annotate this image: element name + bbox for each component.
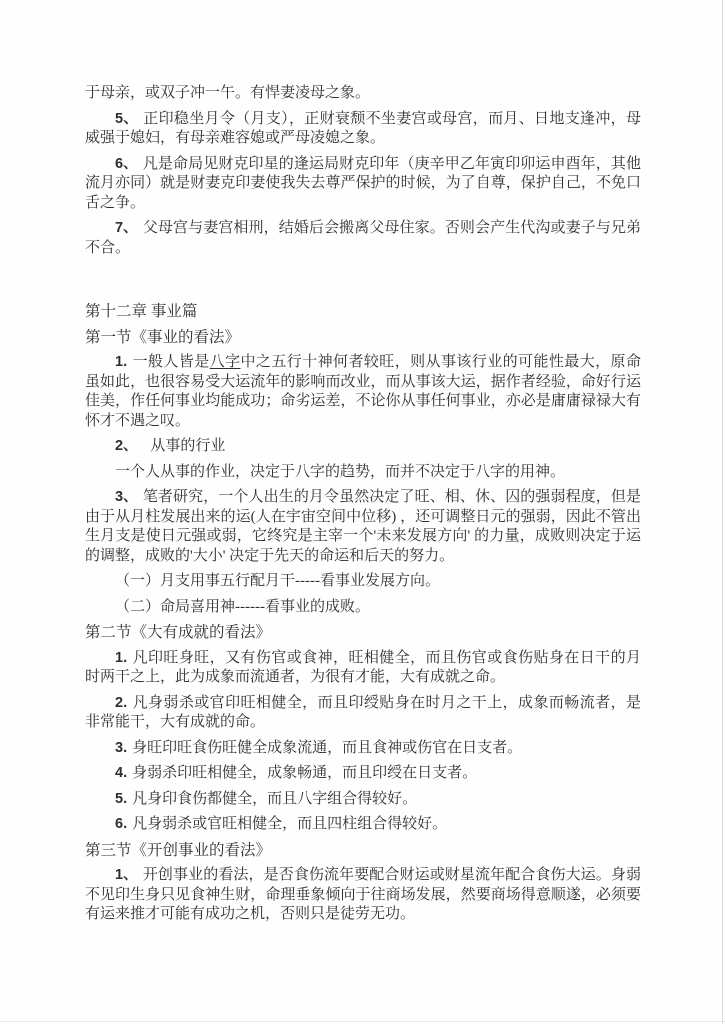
section1-paragraph-1: [85, 353, 641, 431]
section1-subheading-2: [85, 437, 641, 457]
numbered-paragraph-6: [85, 155, 641, 214]
paragraph-text: 凡身印食伤都健全，而且八字组合得较好。: [132, 790, 418, 807]
paragraph-text: 正印稳坐月令（月支），正财衰颓不坐妻宫或母宫，而月、日地支逢冲，母威强于媳妇，有母亲难容媳或严母凌媳之象。: [85, 110, 641, 146]
numbered-paragraph-7: [85, 219, 641, 258]
section1-paragraph-2: [85, 463, 641, 483]
item-number: 2.: [115, 694, 128, 711]
section2-item-5: [85, 790, 641, 810]
item-number: 5.: [115, 790, 128, 807]
underlined-term: 八字: [209, 354, 241, 370]
numbered-paragraph-5: [85, 110, 641, 149]
section3-item-1: [85, 866, 641, 925]
section2-item-4: [85, 764, 641, 784]
item-number: 2、: [115, 438, 131, 454]
item-number: 1、: [115, 867, 138, 883]
paragraph-text: 身旺印旺食伤旺健全成象流通，而且食神或伤官在日支者。: [132, 739, 523, 756]
section2-item-2: [85, 694, 641, 733]
section-title-3: 第三节《开创事业的看法》: [85, 841, 272, 859]
paragraph-text: 身弱杀印旺相健全，成象畅通，而且印绶在日支者。: [132, 765, 478, 781]
section-title-2: 第二节《大有成就的看法》: [85, 624, 272, 641]
paragraph-text: 开创事业的看法，是否食伤流年要配合财运或财星流年配合食伤大运。身弱不见印生身只见食神生财，命理垂象倾向于往商场发展，然要商场得意顺遂，必须要有运来推才可能有成功之机，否则只是徒劳无功。: [85, 867, 641, 922]
paragraph-text: 于母亲，或双子冲一午。有悍妻凌母之象。: [85, 85, 371, 101]
item-number: 7、: [115, 220, 138, 236]
page-text-content: [85, 84, 641, 925]
section-title-1: 第一节《事业的看法》: [85, 328, 241, 346]
item-number: 3.: [115, 739, 128, 756]
paragraph-text: 一个人从事的作业，决定于八字的趋势，而并不决定于八字的用神。: [115, 463, 566, 480]
page-scan-edge-bottom: [0, 1021, 725, 1022]
paragraph-text: 一般人皆是: [132, 354, 210, 370]
paragraph-text: （一）月支用事五行配月干-----看事业发展方向。: [115, 573, 440, 589]
paragraph-text: 父母宫与妻宫相刑，结婚后会搬离父母住家。否则会产生代沟或妻子与兄弟不合。: [85, 220, 641, 256]
paragraph-text: 凡身弱杀或官旺相健全，而且四柱组合得较好。: [132, 816, 448, 832]
item-number: 1.: [115, 354, 128, 370]
paragraph-text: 凡身弱杀或官印旺相健全，而且印绶贴身在时月之干上，成象而畅流者，是非常能干，大有成就的命。: [85, 694, 641, 730]
chapter-title: 第十二章 事业篇: [85, 303, 198, 320]
paragraph-text: 凡是命局见财克印星的逢运局财克印年（庚辛甲乙年寅印卯运申酉年，其他流月亦同）就是财妻克印妻使我失去尊严保护的时候，为了自尊，保护自己，不免口舌之争。: [85, 155, 641, 211]
section2-item-6: [85, 815, 641, 835]
item-number: 4.: [115, 765, 128, 781]
section1-paragraph-3: [85, 488, 641, 566]
section2-item-1: [85, 649, 641, 688]
section1-list-item-1: [85, 572, 641, 592]
item-number: 6.: [115, 816, 128, 832]
page-scan-edge-right: [722, 0, 723, 1024]
item-number: 5、: [115, 110, 139, 127]
item-number: 1.: [115, 649, 128, 666]
section2-item-3: [85, 739, 641, 759]
paragraph-continuation: [85, 84, 641, 104]
item-number: 3、: [115, 489, 138, 505]
section1-list-item-2: [85, 598, 641, 618]
paragraph-text: 中之五行十神何者较旺，则从事该行业的可能性最大，原命虽如此，也很容易受大运流年的影响而改业，而从事该大运，据作者经验，命好行运佳美，作任何事业均能成功；命劣运差，不论你从事任何事业，亦必是庸庸禄禄大有怀才不遇之叹。: [85, 354, 641, 429]
paragraph-text: 从事的行业: [135, 438, 226, 454]
paragraph-text: （二）命局喜用神------看事业的成败。: [115, 598, 370, 615]
item-number: 6、: [115, 155, 138, 172]
paragraph-text: 凡印旺身旺，又有伤官或食神，旺相健全，而且伤官或食伤贴身在日干的月时两干之上，此为成象而流通者，为很有才能，大有成就之命。: [85, 649, 641, 685]
paragraph-text: 笔者研究，一个人出生的月令虽然决定了旺、相、休、囚的强弱程度，但是由于从月柱发展出来的运(人在宇宙空间中位移) ，还可调整日元的强弱，因此不管出生月支是使日元强或弱，它终究是主宰一个'未来发展方向' 的力量，成败则决定于运的调整，成败的'大小' 决定于先天的命运和后天的努力。: [85, 489, 641, 564]
